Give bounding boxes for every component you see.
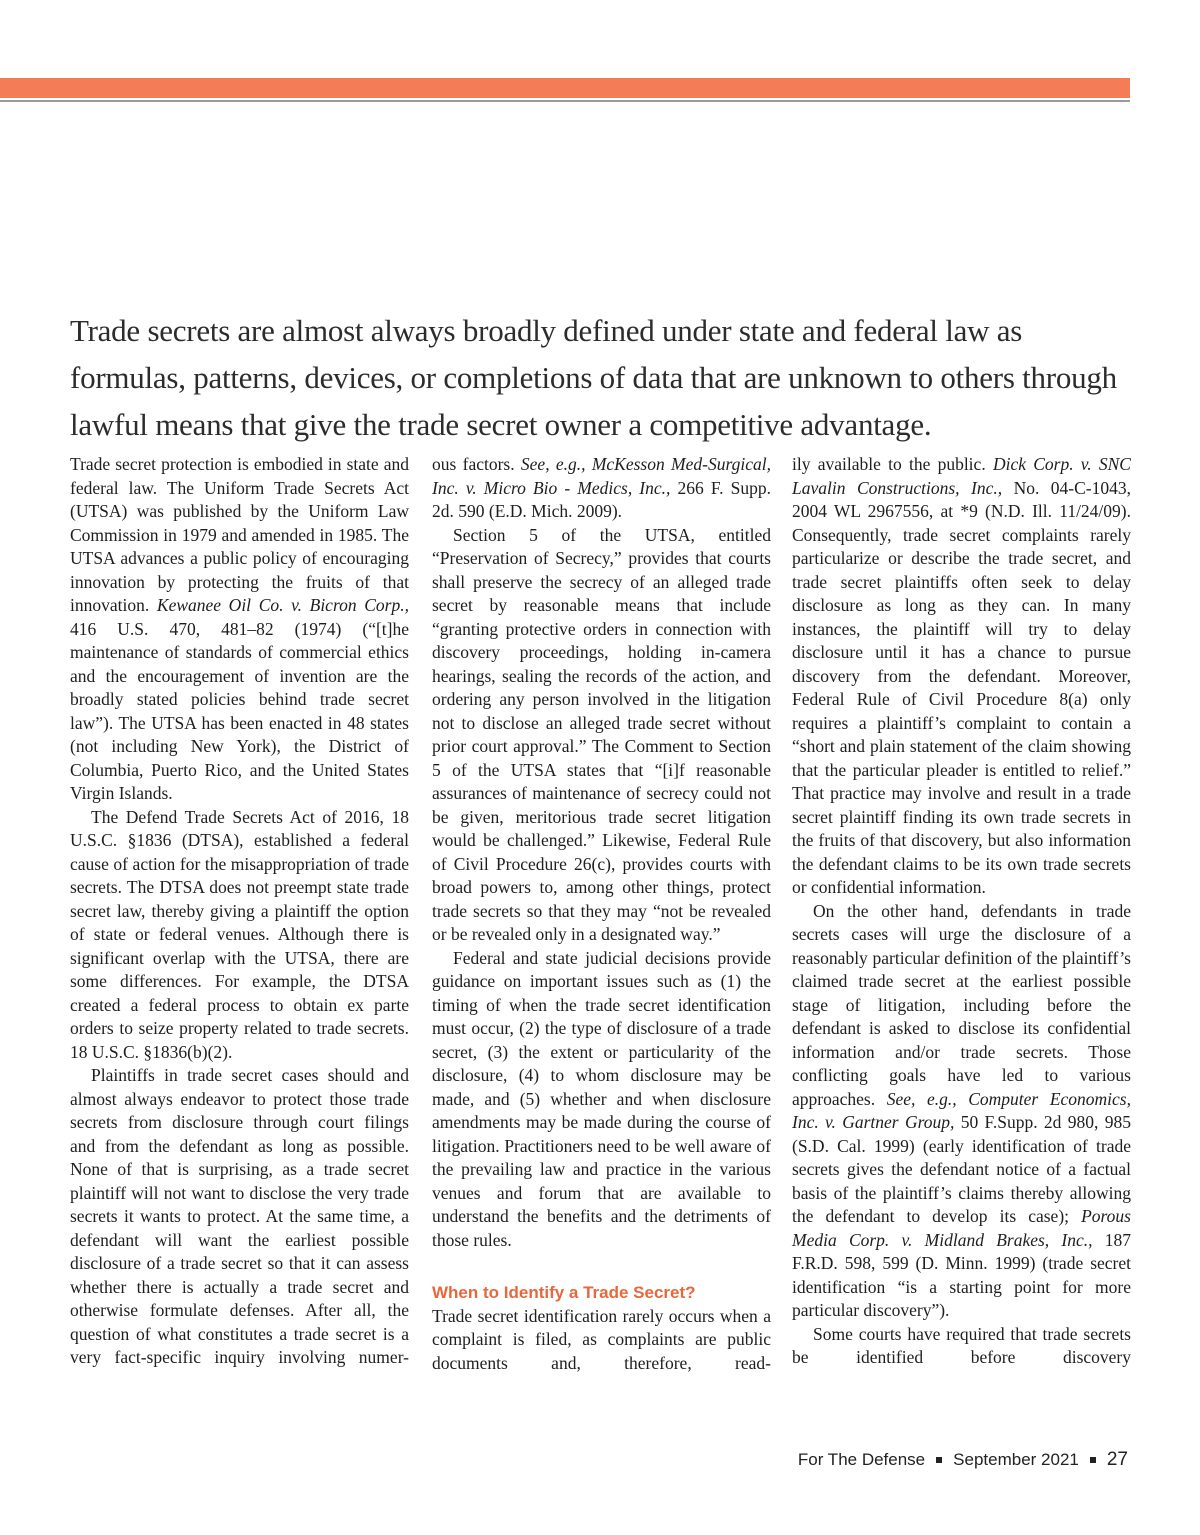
paragraph: ous factors. See, e.g., McKesson Med-Surgical, Inc. v. Micro Bio - Medics, Inc., 266 F. Supp. 2d. 590 (E.D. Mich. 2009). [432,454,771,521]
separator-square-icon [1090,1457,1096,1463]
paragraph: The Defend Trade Secrets Act of 2016, 18 U.S.C. §1836 (DTSA), established a federal cause of action for the misappropriation of trade secrets. The DTSA does not preempt state trade secret law, thereby giving a plaintiff the option of state or federal venues. Although there is significant overlap with the UTSA, there are some differences. For example, the DTSA created a federal process to obtain ex parte orders to seize property related to trade secrets. 18 U.S.C. §1836(b)(2). [70,806,409,1062]
paragraph: Trade secret protection is embodied in state and federal law. The Uniform Trade Secrets Act (UTSA) was published by the Uniform Law Commission in 1979 and amended in 1985. The UTSA advances a public policy of encouraging innovation by protecting the fruits of that innovation. Kewanee Oil Co. v. Bicron Corp., 416 U.S. 470, 481–82 (1974) (“[t]he maintenance of standards of commercial ethics and the encouragement of invention are the broadly stated policies behind trade secret law”). The UTSA has been enacted in 48 states (not including New York), the District of Columbia, Puerto Rico, and the United States Virgin Islands. [70,454,409,803]
paragraph: Section 5 of the UTSA, entitled “Preservation of Secrecy,” provides that courts shall preserve the secrecy of an alleged trade secret by reasonable means that include “granting protective orders in connection with discovery proceedings, holding in-camera hearings, sealing the records of the action, and ordering any person involved in the litigation not to disclose an alleged trade secret without prior court approval.” The Comment to Section 5 of the UTSA states that “[i]f reasonable assurances of maintenance of secrecy could not be given, meritorious trade secret litigation would be challenged.” Likewise, Federal Rule of Civil Procedure 26(c), provides courts with broad powers to, among other things, protect trade secrets so that they may “not be revealed or be revealed only in a designated way.” [432,524,771,944]
paragraph: Federal and state judicial decisions provide guidance on important issues such as (1) the timing of when the trade secret identification must occur, (2) the type of disclosure of a trade secret, (3) the extent or particularity of the disclosure, (4) to whom disclosure may be made, and (5) whether and when disclosure amendments may be made during the course of litigation. Practitioners need to be well aware of the prevailing law and practice in the various venues and forum that are available to understand the benefits and the detriments of those rules. [432,947,771,1250]
article-column-3 [792,453,1131,1370]
paragraph: Some courts have required that trade secrets be identified before discovery [792,1323,1131,1367]
paragraph: Plaintiffs in trade secret cases should and almost always endeavor to protect those trade secrets from disclosure through court filings and from the defendant as long as possible. None of that is surprising, as a trade secret plaintiff will not want to disclose the very trade secrets it wants to protect. At the same time, a defendant will want the earliest possible disclosure of a trade secret so that it can assess whether there is actually a trade secret and otherwise formulate defenses. After all, the question of what constitutes a trade secret is a very fact-specific inquiry involving numer- [70,1065,409,1367]
article-column-1 [70,453,409,1370]
separator-square-icon [936,1457,942,1463]
header-rule [0,100,1130,102]
paragraph: Trade secret identification rarely occurs when a complaint is filed, as complaints are public documents and, therefore, read- [432,1305,771,1373]
issue-date: September 2021 [953,1450,1079,1469]
article-column-2 [432,453,771,1375]
paragraph: On the other hand, defendants in trade secrets cases will urge the disclosure of a reasonably particular definition of the plaintiff’s claimed trade secret at the earliest possible stage of litigation, including before the defendant is asked to disclose its confidential information and/or trade secrets. Those conflicting goals have led to various approaches. See, e.g., Computer Economics, Inc. v. Gartner Group, 50 F.Supp. 2d 980, 985 (S.D. Cal. 1999) (early identification of trade secrets gives the defendant notice of a factual basis of the plaintiff’s claims thereby allowing the defendant to develop its case); Porous Media Corp. v. Midland Brakes, Inc., 187 F.R.D. 598, 599 (D. Minn. 1999) (trade secret identification “is a starting point for more particular discovery”). [792,900,1131,1320]
page-footer [798,1449,1128,1471]
publication-name: For The Defense [797,1450,926,1469]
header-accent-bar [0,78,1130,98]
section-heading: When to Identify a Trade Secret? [432,1283,696,1302]
paragraph: ily available to the public. Dick Corp. v. SNC Lavalin Constructions, Inc., No. 04-C-1043, 2004 WL 2967556, at *9 (N.D. Ill. 11/24/09). Consequently, trade secret complaints rarely particularize or describe the trade secret, and trade secret plaintiffs often seek to delay disclosure as long as they can. In many instances, the plaintiff will try to delay disclosure until it has a chance to pursue discovery from the defendant. Moreover, Federal Rule of Civil Procedure 8(a) only requires a plaintiff’s complaint to contain a “short and plain statement of the claim showing that the particular pleader is entitled to relief.” That practice may involve and result in a trade secret plaintiff finding its own trade secrets in the fruits of that discovery, but also information the defendant claims to be its own trade secrets or confidential information. [792,454,1131,897]
pull-quote: Trade secrets are almost always broadly defined under state and federal law as formulas, patterns, devices, or completions of data that are unknown to others through lawful means that give the trade secret owner a competitive advantage. [70,313,1117,442]
page-number: 27 [1106,1449,1128,1470]
